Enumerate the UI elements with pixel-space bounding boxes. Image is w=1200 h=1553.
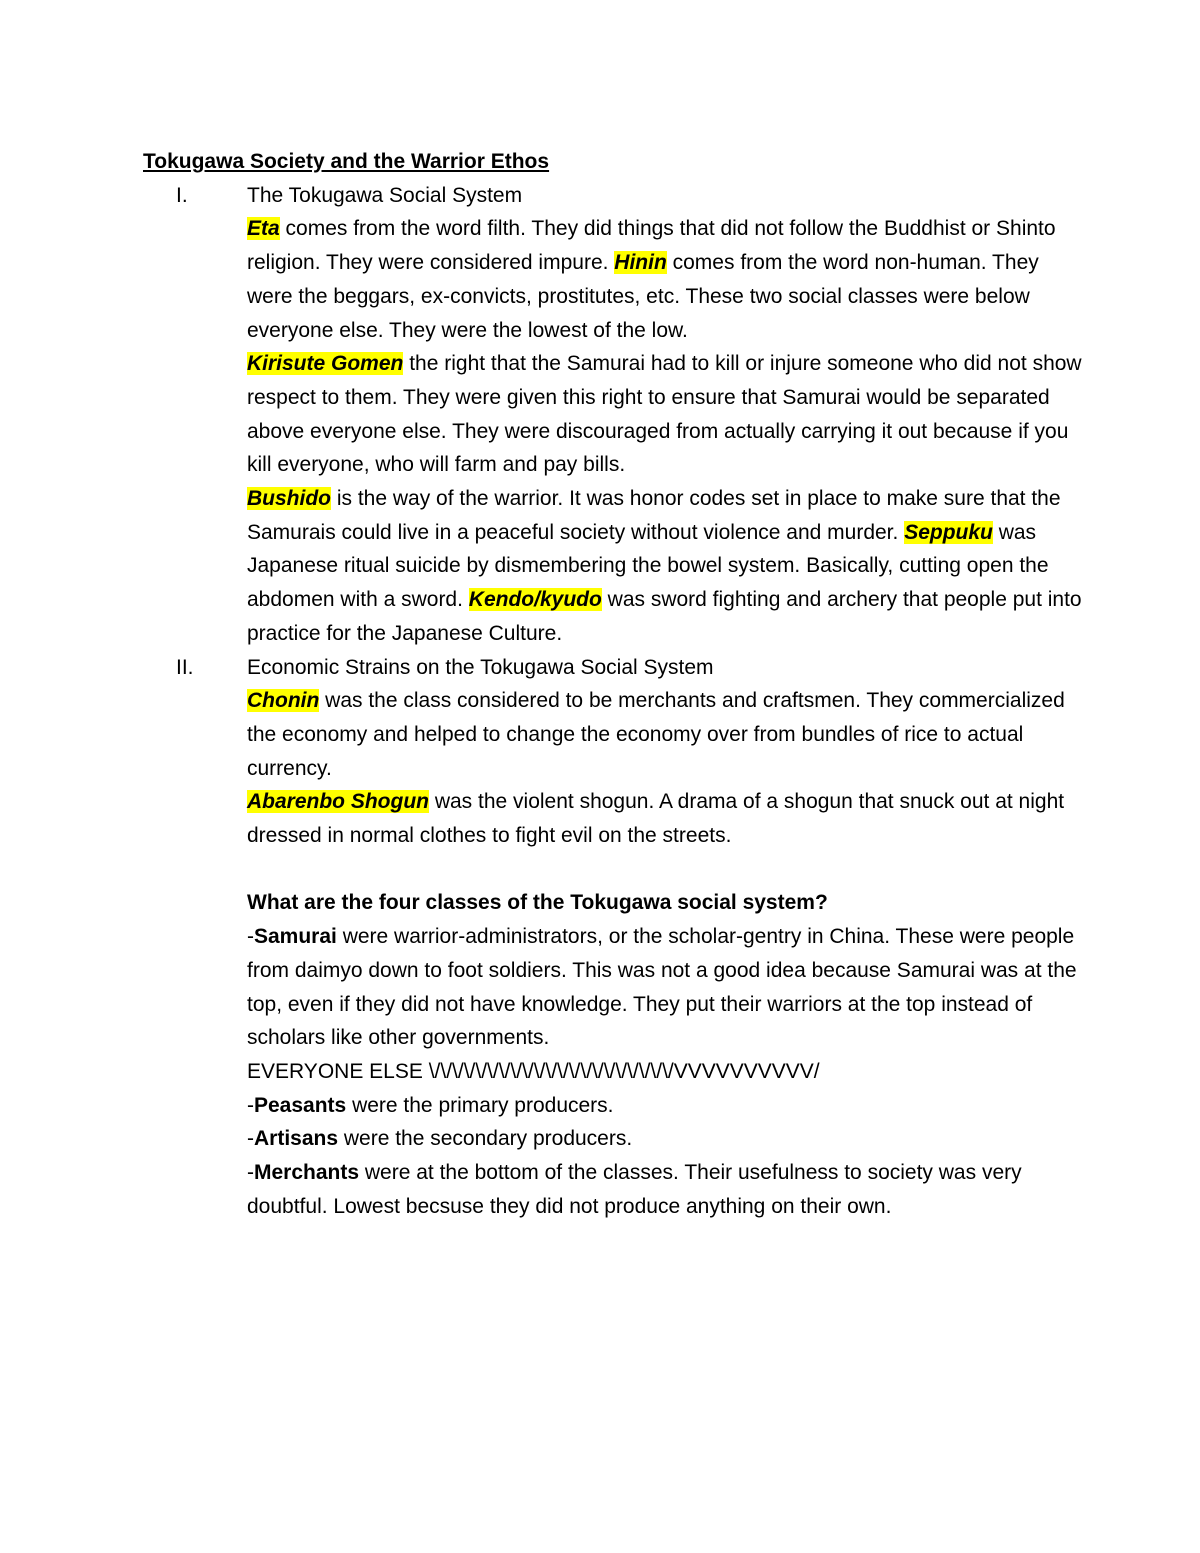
section-numeral: I. [176,183,188,207]
class-artisans [247,1122,1083,1156]
section-2 [143,651,1083,853]
separator-line: EVERYONE ELSE \/\/\/\/\/\/\/\/\/\/\/\/\/\/\/\/\/\/\/\/\/VVVVVVVVVV/ [247,1059,820,1083]
paragraph-text: was the class considered to be merchants and craftsmen. They commercialized the economy and helped to change the economy over from bundles of rice to actual currency. [247,689,1065,780]
class-merchants [247,1156,1083,1223]
term-eta: Eta [247,217,280,241]
document-body [143,145,1083,1223]
paragraph-text: the right that the Samurai had to kill or injure someone who did not show respect to them. They were given this right to ensure that Samurai would be separated above everyone else. They were discouraged from actually carrying it out because if you kill everyone, who will farm and pay bills. [247,352,1082,477]
section-1 [143,179,1083,651]
term-merchants: Merchants [254,1161,360,1185]
dash: - [247,1127,254,1151]
section-numeral: II. [176,655,194,679]
paragraph-text: was the violent shogun. A drama of a shogun that snuck out at night dressed in normal clothes to fight evil on the streets. [247,790,1065,848]
paragraph-chonin [247,684,1083,785]
paragraph-eta-hinin [247,212,1083,347]
section-heading: The Tokugawa Social System [247,183,523,207]
term-bushido: Bushido [247,487,331,511]
dash: - [247,1093,254,1117]
paragraph-text: is the way of the warrior. It was honor codes set in place to make sure that the Samurais could live in a peaceful society without violence and murder. [247,487,1061,544]
term-samurai: Samurai [254,925,337,949]
class-text: were the secondary producers. [338,1127,633,1151]
term-seppuku: Seppuku [904,520,993,544]
paragraph-text: comes from the word non-human. They were the beggars, ex-convicts, prostitutes, etc. These two social classes were below everyone else. They were the lowest of the low. [247,251,1039,342]
term-kirisute-gomen: Kirisute Gomen [247,352,404,376]
paragraph-bushido [247,482,1083,651]
question-prompt: What are the four classes of the Tokugawa social system? [247,891,828,915]
paragraph-text: was sword fighting and archery that people put into practice for the Japanese Culture. [247,588,1082,645]
term-chonin: Chonin [247,689,320,713]
class-samurai [247,920,1083,1055]
term-peasants: Peasants [254,1093,347,1117]
class-text: were the primary producers. [346,1093,614,1117]
term-kendo-kyudo: Kendo/kyudo [468,588,602,612]
class-text: were at the bottom of the classes. Their usefulness to society was very doubtful. Lowest becsuse they did not produce anything on their own. [247,1161,1022,1218]
dash: - [247,925,254,949]
paragraph-text: comes from the word filth. They did things that did not follow the Buddhist or Shinto religion. They were considered impure. [247,217,1056,275]
section-heading: Economic Strains on the Tokugawa Social System [247,655,714,679]
paragraph-text: was Japanese ritual suicide by dismembering the bowel system. Basically, cutting open the abdomen with a sword. [247,520,1049,612]
blank-line [143,853,1083,887]
term-artisans: Artisans [254,1127,339,1151]
term-hinin: Hinin [614,251,667,275]
paragraph-kirisute-gomen [247,347,1083,482]
class-text: were warrior-administrators, or the scholar-gentry in China. These were people from daimyo down to foot soldiers. This was not a good idea because Samurai was at the top, even if they did not have knowledge. They put their warriors at the top instead of scholars like other governments. [247,925,1077,1050]
document-title: Tokugawa Society and the Warrior Ethos [143,150,550,173]
paragraph-abarenbo-shogun [247,785,1083,852]
dash: - [247,1161,254,1185]
term-abarenbo-shogun: Abarenbo Shogun [247,790,429,814]
class-peasants [247,1089,1083,1123]
